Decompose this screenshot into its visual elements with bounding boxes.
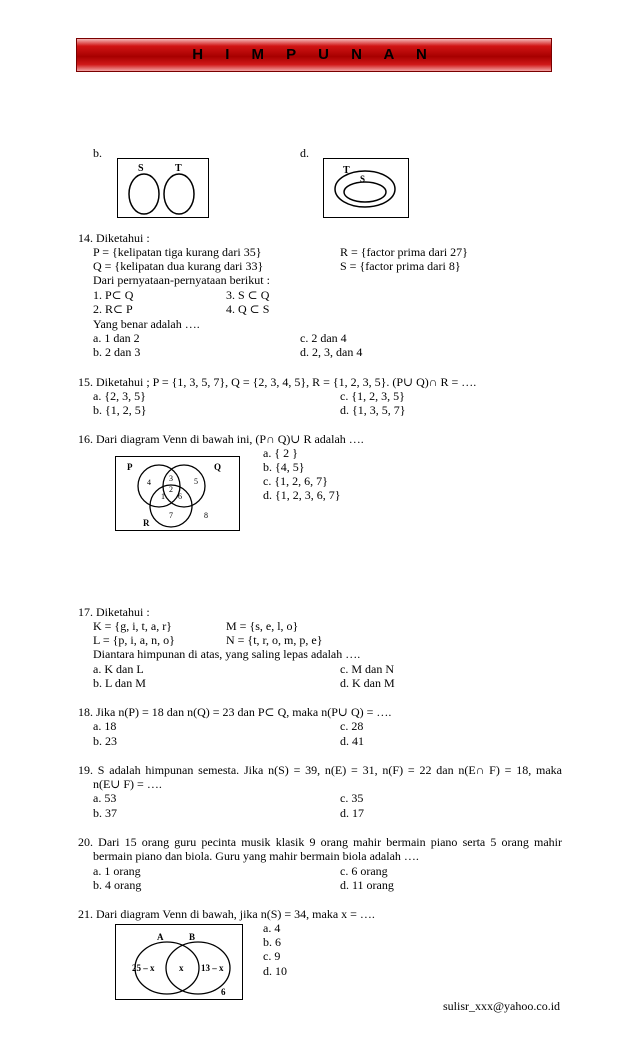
label-p: P <box>126 461 132 472</box>
region-8: 8 <box>203 510 208 520</box>
q17-stem: 17. Diketahui : <box>78 605 150 619</box>
q20-stem-line1: 20. Dari 15 orang guru pecinta musik klasik 9 orang mahir bermain piano serta 5 orang mahir <box>78 835 562 849</box>
q13-option-b-label: b. <box>93 146 102 160</box>
label-a: A <box>156 931 163 942</box>
q14-statement-1: 1. P⊂ Q <box>93 288 134 302</box>
q14-option-d: d. 2, 3, dan 4 <box>300 345 363 359</box>
label-q: Q <box>213 461 221 472</box>
q17-option-b: b. L dan M <box>93 676 146 690</box>
q16-option-a: a. { 2 } <box>263 446 298 460</box>
venn-circle-s <box>344 182 386 202</box>
q21-option-c: c. 9 <box>263 949 281 963</box>
q14-stem: 14. Diketahui : <box>78 231 150 245</box>
page-title: H I M P U N A N <box>192 46 436 63</box>
q17-option-d: d. K dan M <box>340 676 395 690</box>
q15-stem: 15. Diketahui ; P = {1, 3, 5, 7}, Q = {2, 3, 4, 5}, R = {1, 2, 3, 5}. (P∪ Q)∩ R = …. <box>78 375 477 389</box>
q20-stem-line2: bermain piano dan biola. Guru yang mahir bermain biola adalah …. <box>93 849 419 863</box>
q21-stem: 21. Dari diagram Venn di bawah, jika n(S) = 34, maka x = …. <box>78 907 375 921</box>
q13-option-d-label: d. <box>300 146 309 160</box>
q19-stem-line2: n(E∪ F) = …. <box>93 777 162 791</box>
q20-option-d: d. 11 orang <box>340 878 394 892</box>
region-b-only: 13 – x <box>200 962 223 973</box>
region-5: 5 <box>193 476 198 486</box>
venn-circle-t <box>164 174 194 214</box>
q17-set-k: K = {g, i, t, a, r} <box>93 619 172 633</box>
q16-venn <box>115 456 240 531</box>
label-r: R <box>142 517 149 528</box>
venn-circle-s <box>129 174 159 214</box>
region-4: 4 <box>146 477 151 487</box>
q21-venn <box>115 924 243 1000</box>
region-7: 7 <box>168 510 173 520</box>
q14-ask: Yang benar adalah …. <box>93 317 200 331</box>
q14-statement-3: 3. S ⊂ Q <box>226 288 270 302</box>
region-1: 1 <box>160 491 165 501</box>
region-2: 2 <box>168 484 173 494</box>
label-t: T <box>342 164 350 176</box>
q17-set-m: M = {s, e, l, o} <box>226 619 299 633</box>
q21-option-d: d. 10 <box>263 964 287 978</box>
q18-option-a: a. 18 <box>93 719 117 733</box>
q13-venn-b <box>117 158 209 218</box>
region-3: 3 <box>168 473 173 483</box>
q14-set-q: Q = {kelipatan dua kurang dari 33} <box>93 259 264 273</box>
region-a-only: 25 – x <box>131 962 154 973</box>
q19-option-c: c. 35 <box>340 791 364 805</box>
q14-statement-2: 2. R⊂ P <box>93 302 133 316</box>
venn-circle-p <box>138 465 180 507</box>
q16-option-c: c. {1, 2, 6, 7} <box>263 474 328 488</box>
q17-option-c: c. M dan N <box>340 662 394 676</box>
q20-option-c: c. 6 orang <box>340 864 388 878</box>
q16-option-d: d. {1, 2, 3, 6, 7} <box>263 488 341 502</box>
q14-option-c: c. 2 dan 4 <box>300 331 347 345</box>
q17-set-n: N = {t, r, o, m, p, e} <box>226 633 323 647</box>
q21-option-b: b. 6 <box>263 935 281 949</box>
footer-email: sulisr_xxx@yahoo.co.id <box>443 999 561 1013</box>
region-outside: 6 <box>220 986 225 997</box>
q16-stem: 16. Dari diagram Venn di bawah ini, (P∩ Q)∪ R adalah …. <box>78 432 364 446</box>
label-s: S <box>137 162 144 174</box>
q20-option-b: b. 4 orang <box>93 878 142 892</box>
q15-option-c: c. {1, 2, 3, 5} <box>340 389 405 403</box>
label-b: B <box>188 931 195 942</box>
q14-set-s: S = {factor prima dari 8} <box>340 259 461 273</box>
q14-set-p: P = {kelipatan tiga kurang dari 35} <box>93 245 262 259</box>
q18-stem: 18. Jika n(P) = 18 dan n(Q) = 23 dan P⊂ Q, maka n(P∪ Q) = …. <box>78 705 392 719</box>
q15-option-d: d. {1, 3, 5, 7} <box>340 403 406 417</box>
q18-option-b: b. 23 <box>93 734 117 748</box>
label-s: S <box>359 173 365 184</box>
q19-option-a: a. 53 <box>93 791 117 805</box>
q14-statement-4: 4. Q ⊂ S <box>226 302 270 316</box>
region-6: 6 <box>177 491 182 501</box>
q17-option-a: a. K dan L <box>93 662 144 676</box>
title-banner <box>76 38 552 72</box>
q13-venn-d <box>323 158 409 218</box>
q14-intro: Dari pernyataan-pernyataan berikut : <box>93 273 270 287</box>
region-intersection: x <box>178 962 183 973</box>
q14-option-a: a. 1 dan 2 <box>93 331 140 345</box>
q14-option-b: b. 2 dan 3 <box>93 345 141 359</box>
q19-option-d: d. 17 <box>340 806 364 820</box>
q15-option-b: b. {1, 2, 5} <box>93 403 147 417</box>
q17-set-l: L = {p, i, a, n, o} <box>93 633 175 647</box>
q17-ask: Diantara himpunan di atas, yang saling lepas adalah …. <box>93 647 361 661</box>
q20-option-a: a. 1 orang <box>93 864 141 878</box>
q19-stem-line1: 19. S adalah himpunan semesta. Jika n(S) = 39, n(E) = 31, n(F) = 22 dan n(E∩ F) = 18, maka <box>78 763 562 777</box>
q15-option-a: a. {2, 3, 5} <box>93 389 146 403</box>
q19-option-b: b. 37 <box>93 806 117 820</box>
q18-option-d: d. 41 <box>340 734 364 748</box>
q16-option-b: b. {4, 5} <box>263 460 305 474</box>
label-t: T <box>174 162 182 174</box>
q18-option-c: c. 28 <box>340 719 364 733</box>
q14-set-r: R = {factor prima dari 27} <box>340 245 468 259</box>
q21-option-a: a. 4 <box>263 921 281 935</box>
